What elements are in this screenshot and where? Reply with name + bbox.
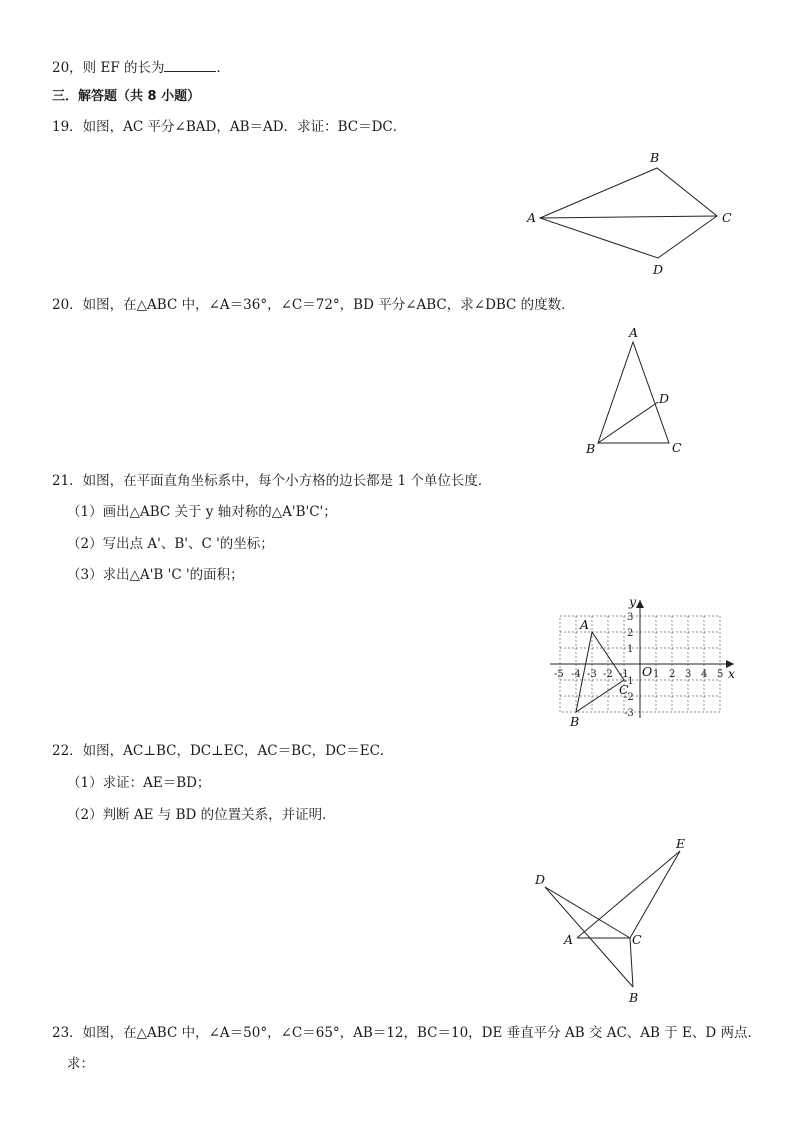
fig21-label-c: C — [619, 682, 629, 697]
fig20-label-c: C — [672, 440, 682, 455]
x-tick: 1 — [653, 669, 660, 680]
fig21-label-a: A — [580, 617, 590, 632]
fig20-bisector-bd — [598, 402, 658, 443]
y-tick: -1 — [624, 676, 634, 687]
x-tick-labels — [554, 669, 723, 680]
fig19-label-a: A — [527, 210, 537, 225]
answer-blank[interactable] — [164, 57, 216, 72]
q18-text: 20，则 EF 的长为 — [52, 60, 165, 76]
y-tick: 1 — [627, 644, 634, 655]
question-22: 22．如图，AC⊥BC，DC⊥EC，AC＝BC，DC＝EC． — [52, 743, 394, 759]
fig22-label-c: C — [632, 932, 642, 947]
x-tick: -3 — [587, 669, 597, 680]
fig20-label-b: B — [586, 441, 596, 456]
question-20: 20．如图，在△ABC 中，∠A＝36°，∠C＝72°，BD 平分∠ABC，求∠DBC 的度数． — [52, 297, 575, 313]
question-21-part-1: （1）画出△ABC 关于 y 轴对称的△A'B'C'； — [67, 504, 337, 520]
fig20-label-d: D — [659, 391, 670, 406]
x-tick: -2 — [603, 669, 613, 680]
fig19-kite — [540, 168, 717, 258]
fig19-label-d: D — [653, 262, 664, 277]
question-23: 23．如图，在△ABC 中，∠A＝50°，∠C＝65°，AB＝12，BC＝10，DE 垂直平分 AB 交 AC、AB 于 E、D 两点． — [52, 1025, 761, 1041]
x-tick: -1 — [619, 669, 629, 680]
question-23-continued: 求： — [67, 1056, 94, 1072]
figure-20 — [580, 322, 690, 462]
fig22-label-b: B — [629, 990, 639, 1005]
fig19-diagonal-ac — [540, 216, 717, 218]
x-tick: -5 — [554, 669, 564, 680]
x-axis-label: x — [728, 666, 736, 681]
x-tick: 3 — [685, 669, 692, 680]
figure-19 — [520, 148, 750, 278]
x-tick: 4 — [701, 669, 708, 680]
section-heading: 三．解答题（共 8 小题） — [52, 89, 201, 104]
question-22-part-1: （1）求证：AE＝BD； — [67, 775, 211, 791]
y-tick: -3 — [624, 708, 634, 719]
question-21-part-2: （2）写出点 A'、B'、C '的坐标； — [67, 536, 274, 552]
y-tick: 2 — [627, 628, 634, 639]
question-21-part-3: （3）求出△A'B 'C '的面积； — [67, 567, 244, 583]
fig22-segment-ce — [630, 851, 680, 938]
y-tick-labels — [624, 612, 634, 719]
question-21: 21．如图，在平面直角坐标系中，每个小方格的边长都是 1 个单位长度． — [52, 473, 492, 489]
fig21-label-b: B — [570, 714, 580, 729]
x-tick: 5 — [717, 669, 724, 680]
triangle-abc — [576, 632, 624, 712]
fig22-label-e: E — [676, 836, 686, 851]
fig22-segment-ae — [577, 851, 680, 938]
q18-end: ． — [216, 60, 230, 76]
y-axis-label: y — [629, 594, 637, 609]
fig22-segment-dc — [545, 887, 630, 938]
question-22-part-2: （2）判断 AE 与 BD 的位置关系，并证明． — [67, 807, 336, 823]
x-tick: -4 — [571, 669, 581, 680]
fig22-label-d: D — [535, 872, 546, 887]
x-tick: 2 — [669, 669, 676, 680]
y-axis-arrow — [636, 600, 644, 608]
y-tick: 3 — [627, 612, 634, 623]
fig22-label-a: A — [564, 932, 574, 947]
y-tick: -2 — [624, 692, 634, 703]
origin-label: O — [642, 664, 653, 679]
fig20-label-a: A — [629, 325, 639, 340]
fig19-label-c: C — [722, 210, 732, 225]
figure-21-grid — [545, 596, 745, 731]
q18-tail — [52, 57, 230, 77]
question-19: 19．如图，AC 平分∠BAD，AB＝AD．求证：BC＝DC． — [52, 119, 407, 135]
fig19-label-b: B — [650, 150, 660, 165]
figure-22 — [520, 832, 720, 1012]
